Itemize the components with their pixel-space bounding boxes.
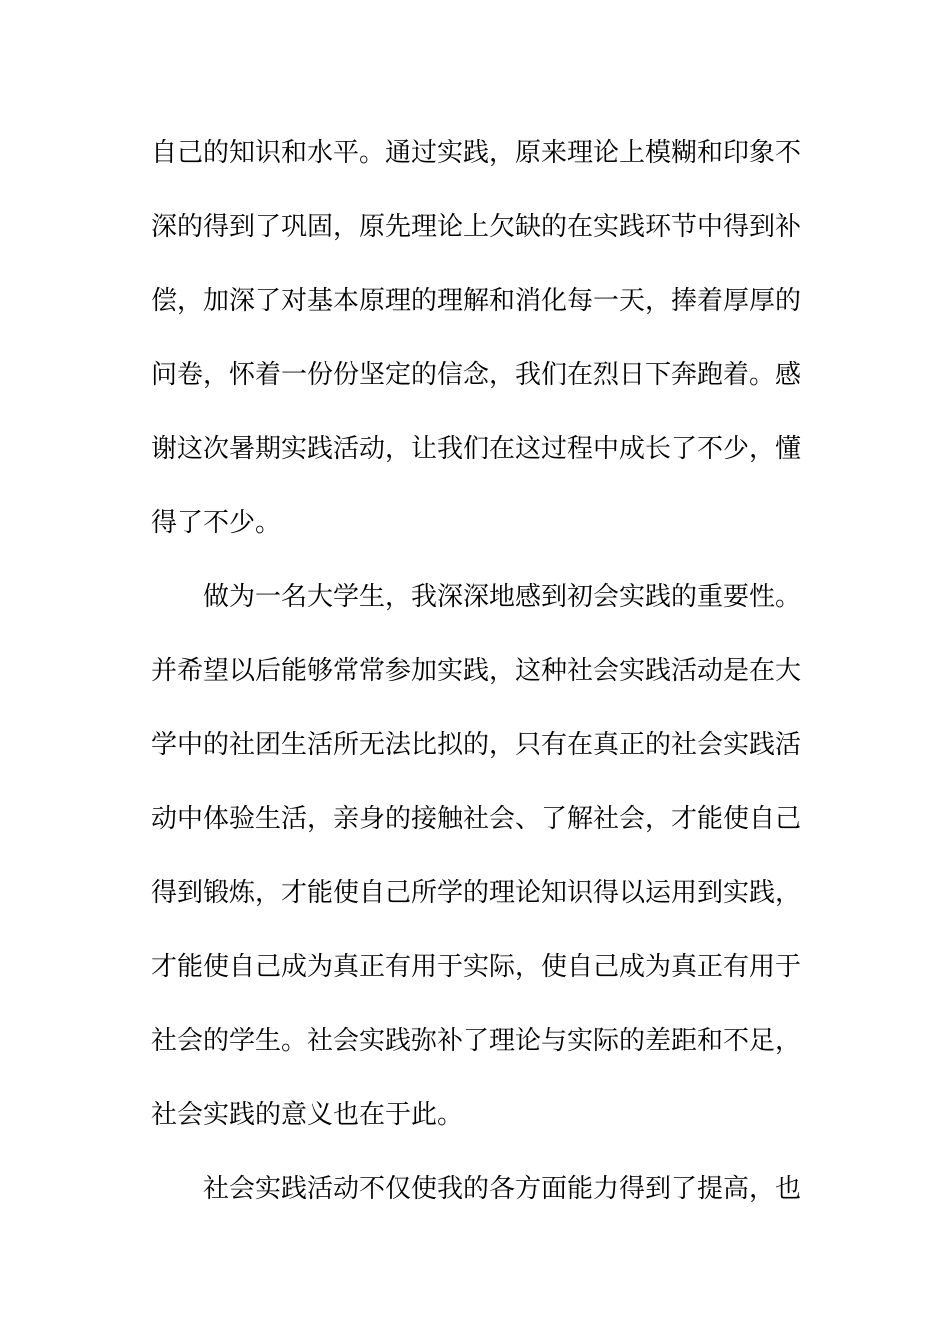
text-line: 社会的学生。社会实践弥补了理论与实际的差距和不足，	[151, 1026, 801, 1056]
text-line: 问卷，怀着一份份坚定的信念，我们在烈日下奔跑着。感	[151, 360, 801, 390]
text-line: 才能使自己成为真正有用于实际，使自己成为真正有用于	[151, 952, 801, 982]
text-line: 并希望以后能够常常参加实践，这种社会实践活动是在大	[151, 656, 801, 686]
paragraph-first-line: 做为一名大学生，我深深地感到初会实践的重要性。	[203, 582, 802, 612]
paragraph-first-line: 社会实践活动不仅使我的各方面能力得到了提高，也	[203, 1174, 802, 1204]
text-line: 得了不少。	[151, 508, 282, 538]
text-line: 深的得到了巩固，原先理论上欠缺的在实践环节中得到补	[151, 212, 801, 242]
text-line: 学中的社团生活所无法比拟的，只有在真正的社会实践活	[151, 730, 801, 760]
text-line: 谢这次暑期实践活动，让我们在这过程中成长了不少，懂	[151, 434, 801, 464]
text-line: 得到锻炼，才能使自己所学的理论知识得以运用到实践，	[151, 878, 801, 908]
text-line: 偿，加深了对基本原理的理解和消化每一天，捧着厚厚的	[151, 286, 801, 316]
text-line: 动中体验生活，亲身的接触社会、了解社会，才能使自己	[151, 804, 801, 834]
text-line: 自己的知识和水平。通过实践，原来理论上模糊和印象不	[151, 138, 801, 168]
text-line: 社会实践的意义也在于此。	[151, 1100, 464, 1130]
